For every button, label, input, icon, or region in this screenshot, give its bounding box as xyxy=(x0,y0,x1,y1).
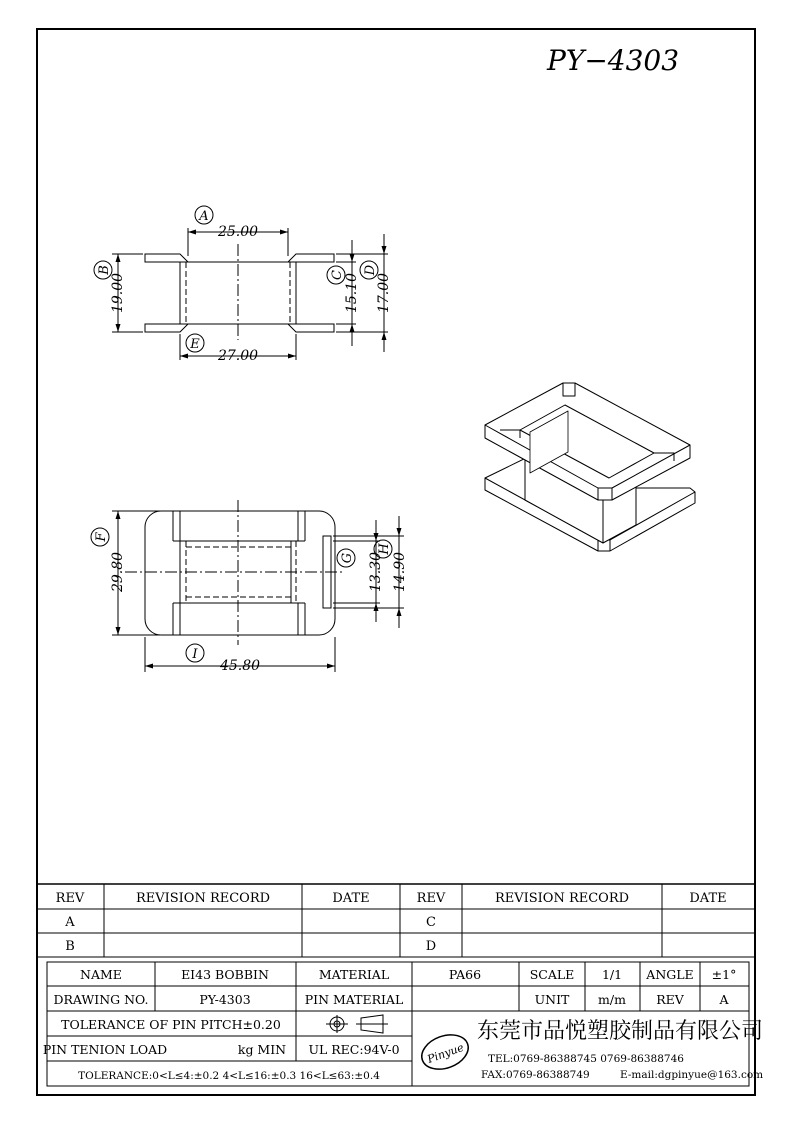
angle-value: ±1° xyxy=(711,967,737,982)
drawing-title: PY−4303 xyxy=(547,44,680,77)
company-logo xyxy=(417,1029,473,1075)
dim-F-value: 29.80 xyxy=(110,551,126,593)
tag-H: H xyxy=(377,543,392,555)
revision-table-text xyxy=(56,891,727,954)
tag-B: B xyxy=(97,265,112,275)
rev-label: REV xyxy=(656,992,684,1007)
rev-header-right: REV xyxy=(416,891,446,906)
company-tel: TEL:0769-86388745 0769-86388746 xyxy=(488,1053,684,1065)
unit-label: UNIT xyxy=(534,992,570,1007)
dim-D-value: 17.00 xyxy=(376,272,392,314)
rev-value: A xyxy=(719,992,729,1007)
tag-A: A xyxy=(199,209,209,224)
record-header-left: REVISION RECORD xyxy=(135,891,271,906)
unit-value: m/m xyxy=(598,992,626,1007)
front-view-arrows xyxy=(116,511,402,669)
company-email: E-mail:dgpinyue@163.com xyxy=(620,1069,764,1081)
ul-rec: UL REC:94V-0 xyxy=(308,1042,400,1057)
pin-material-label: PIN MATERIAL xyxy=(304,992,404,1007)
company-fax: FAX:0769-86388749 xyxy=(481,1069,590,1081)
rev-row-d: D xyxy=(425,939,437,954)
dim-H-value: 14.90 xyxy=(392,551,408,593)
tag-G: G xyxy=(340,552,355,564)
date-header-left: DATE xyxy=(332,891,370,906)
scale-label: SCALE xyxy=(529,967,575,982)
tag-F: F xyxy=(94,532,109,542)
tag-I: I xyxy=(192,647,198,662)
isometric-view xyxy=(485,383,695,551)
drawing-no-label: DRAWING NO. xyxy=(53,992,149,1007)
dim-E-value: 27.00 xyxy=(217,348,259,364)
scale-value: 1/1 xyxy=(601,967,623,982)
angle-label: ANGLE xyxy=(646,967,694,982)
drawing-no-value: PY-4303 xyxy=(199,992,251,1007)
pin-tension-label: PIN TENION LOAD xyxy=(42,1042,168,1057)
date-header-right: DATE xyxy=(689,891,727,906)
tolerance-pitch: TOLERANCE OF PIN PITCH±0.20 xyxy=(61,1017,281,1032)
front-view xyxy=(112,500,404,672)
tag-E: E xyxy=(190,337,200,352)
company-name: 东莞市品悦塑胶制品有限公司 xyxy=(476,1019,764,1044)
name-value: EI43 BOBBIN xyxy=(181,967,269,982)
tag-C: C xyxy=(330,270,345,280)
dim-G-value: 13.30 xyxy=(368,551,384,593)
tag-D: D xyxy=(363,264,378,276)
rev-header-left: REV xyxy=(55,891,85,906)
dim-B-value: 19.00 xyxy=(110,272,126,314)
rev-row-c: C xyxy=(426,915,436,930)
material-value: PA66 xyxy=(448,967,482,982)
projection-symbol xyxy=(326,1015,388,1033)
rev-row-b: B xyxy=(65,939,75,954)
record-header-right: REVISION RECORD xyxy=(494,891,630,906)
dim-C-value: 15.10 xyxy=(344,272,360,314)
dim-I-value: 45.80 xyxy=(219,658,261,674)
material-label: MATERIAL xyxy=(318,967,390,982)
logo-text: Pinyue xyxy=(425,1040,466,1066)
rev-row-a: A xyxy=(65,915,75,930)
tolerance-ranges: TOLERANCE:0<L≤4:±0.2 4<L≤16:±0.3 16<L≤63:±0.4 xyxy=(78,1070,380,1082)
pin-tension-unit: kg MIN xyxy=(237,1042,287,1057)
name-label: NAME xyxy=(80,967,122,982)
dim-A-value: 25.00 xyxy=(217,224,259,240)
